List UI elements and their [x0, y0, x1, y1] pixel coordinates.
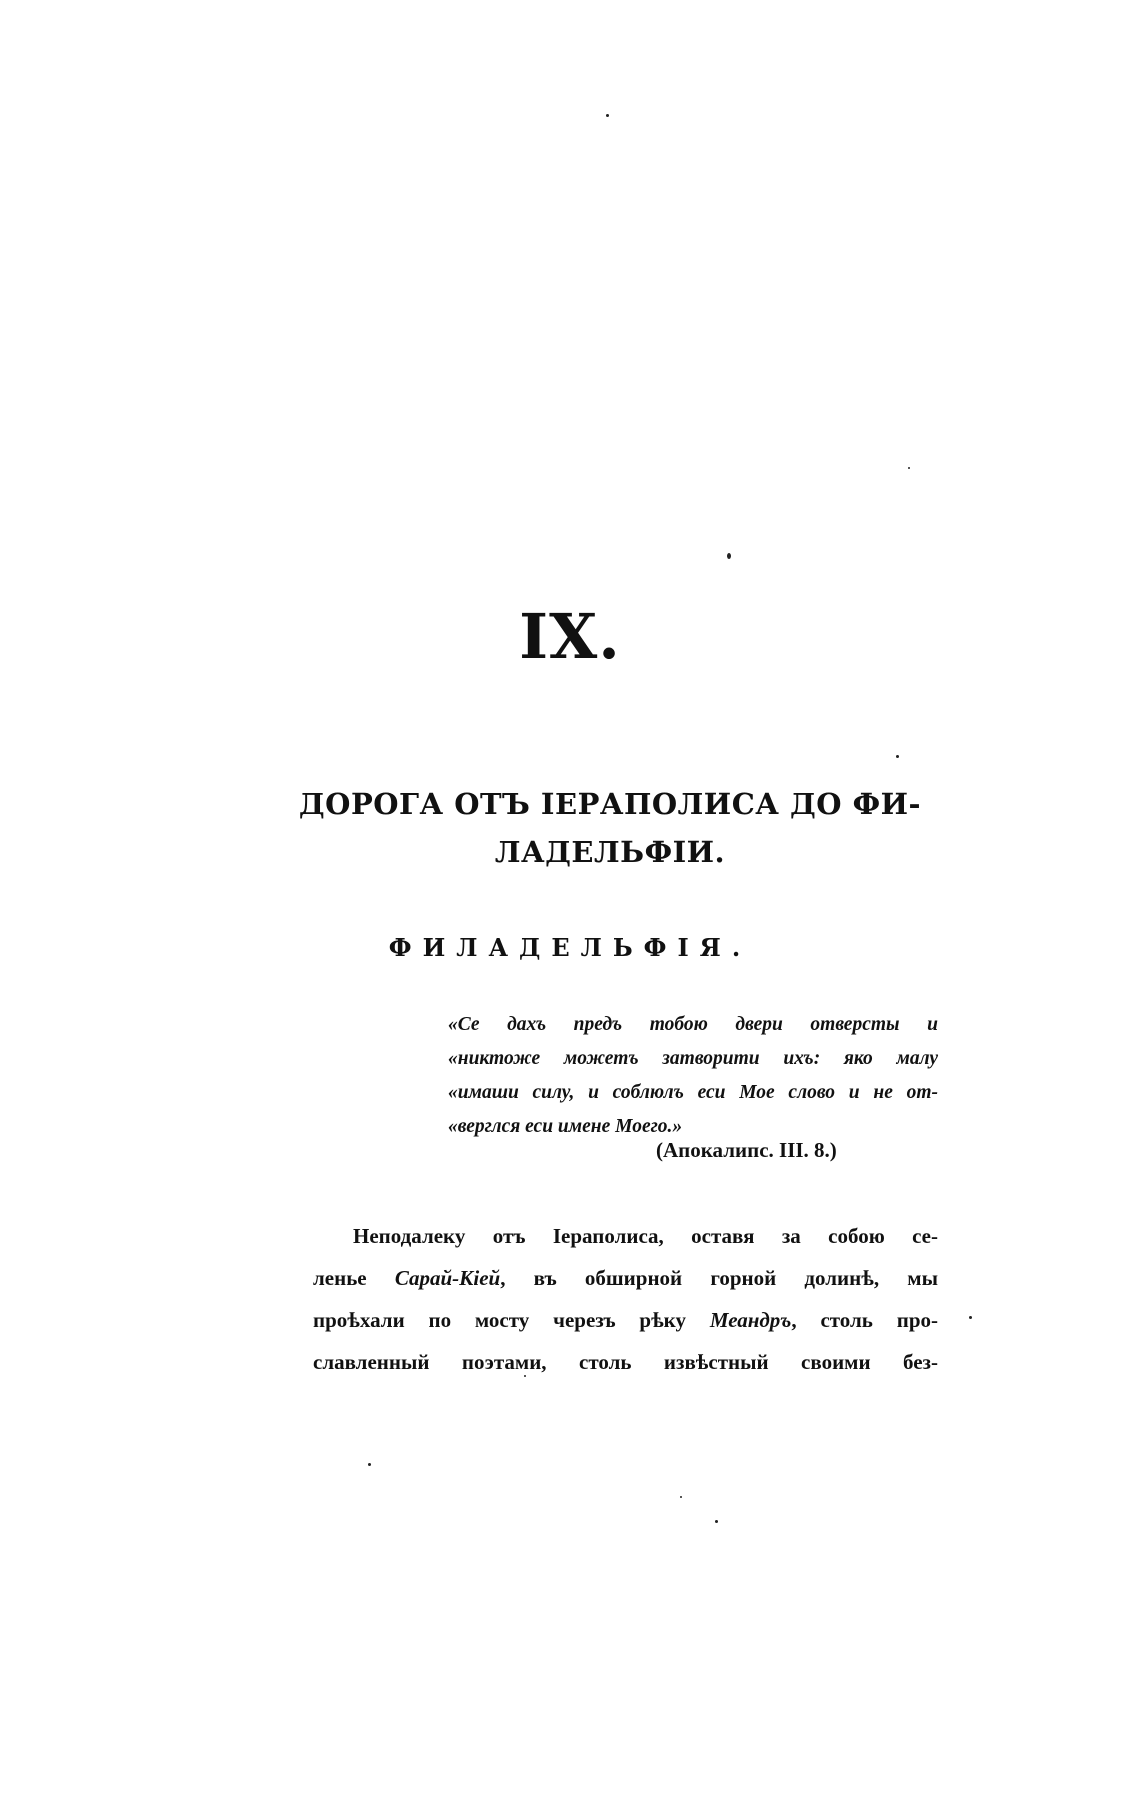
scan-speck	[680, 1496, 682, 1498]
epigraph-line-3: «имаши силу, и соблюлъ еси Мое слово и не от-	[448, 1082, 938, 1103]
body-line-1: Неподалеку отъ Іераполиса, оставя за собою се-	[353, 1224, 938, 1248]
epigraph	[448, 1008, 938, 1144]
section-title: ФИЛАДЕЛЬФІЯ.	[388, 933, 752, 962]
body-line-2-start: ленье	[313, 1266, 395, 1290]
epigraph-line-4: «верглся еси имене Моего.»	[448, 1116, 683, 1137]
epigraph-citation: (Апокалипс. III. 8.)	[656, 1138, 837, 1162]
scan-speck	[908, 467, 910, 469]
scan-speck	[368, 1463, 371, 1466]
body-line-2	[313, 1257, 938, 1299]
scan-speck	[969, 1316, 972, 1319]
body-paragraph	[313, 1215, 938, 1383]
chapter-title-line-2: ЛАДЕЛЬФІИ.	[494, 835, 726, 869]
body-line-4: славленный поэтами, столь извѣстный своими без-	[313, 1350, 938, 1374]
place-name-saray-kiey: Сарай-Кіей	[394, 1266, 501, 1290]
scan-speck	[715, 1520, 718, 1523]
epigraph-line-2: «никтоже можетъ затворити ихъ: яко малу	[448, 1048, 938, 1069]
scan-speck	[896, 755, 899, 758]
chapter-number: IX.	[519, 600, 621, 673]
body-line-3	[313, 1299, 938, 1341]
epigraph-line-1: «Се дахъ предъ тобою двери отверсты и	[448, 1014, 938, 1035]
body-line-3-end: , столь про-	[791, 1308, 938, 1332]
scan-speck	[727, 553, 731, 559]
scan-speck	[606, 114, 609, 117]
chapter-title-line-1: ДОРОГА ОТЪ ІЕРАПОЛИСА ДО ФИ-	[298, 787, 922, 821]
chapter-title	[290, 780, 930, 876]
river-name-meander: Меандръ	[709, 1308, 792, 1332]
body-line-3-start: проѣхали по мосту черезъ рѣку	[313, 1308, 710, 1332]
body-line-2-end: , въ обширной горной долинѣ, мы	[500, 1266, 938, 1290]
